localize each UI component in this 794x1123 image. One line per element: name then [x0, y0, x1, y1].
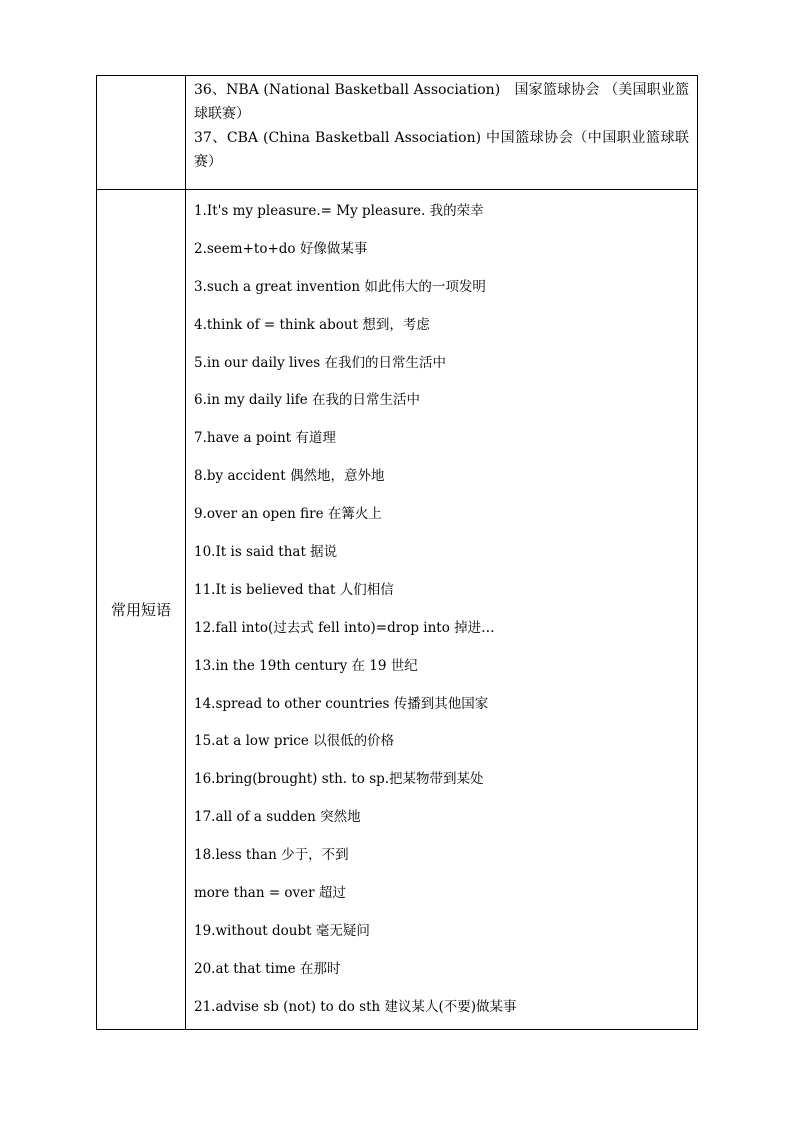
- phrase-item: more than = over 超过: [194, 885, 346, 902]
- proper-nouns-cell: [186, 76, 698, 190]
- vocabulary-table: [96, 75, 698, 1030]
- phrase-item: 17.all of a sudden 突然地: [194, 809, 361, 826]
- table-row-proper-nouns: [97, 76, 698, 190]
- phrase-item: 1.It's my pleasure.= My pleasure. 我的荣幸: [194, 203, 484, 219]
- phrase-item: 14.spread to other countries 传播到其他国家: [194, 695, 489, 712]
- list-item: 37、CBA (China Basketball Association) 中国篮球协会（中国职业篮球联赛）: [194, 130, 689, 170]
- phrase-item: 18.less than 少于，不到: [194, 847, 349, 864]
- section-label-top: [97, 76, 186, 190]
- phrase-item: 21.advise sb (not) to do sth 建议某人(不要)做某事: [194, 998, 517, 1015]
- phrases-cell: [186, 190, 698, 1030]
- phrase-item: 15.at a low price 以很低的价格: [194, 733, 395, 750]
- phrase-item: 11.It is believed that 人们相信: [194, 581, 394, 598]
- phrase-item: 13.in the 19th century 在 19 世纪: [194, 657, 418, 674]
- phrase-item: 5.in our daily lives 在我们的日常生活中: [194, 354, 446, 371]
- phrase-item: 8.by accident 偶然地，意外地: [194, 468, 385, 485]
- list-item: 36、NBA (National Basketball Association) 国家篮球协会 （美国职业篮球联赛）: [194, 82, 689, 122]
- section-label-phrases: 常用短语: [97, 190, 186, 1030]
- phrase-item: 9.over an open fire 在篝火上: [194, 506, 382, 523]
- phrase-item: 7.have a point 有道理: [194, 430, 336, 447]
- phrase-item: 12.fall into(过去式 fell into)=drop into 掉进…: [194, 619, 495, 636]
- phrase-item: 3.such a great invention 如此伟大的一项发明: [194, 278, 486, 295]
- phrase-item: 19.without doubt 毫无疑问: [194, 922, 370, 939]
- phrase-item: 6.in my daily life 在我的日常生活中: [194, 392, 421, 409]
- phrase-item: 16.bring(brought) sth. to sp.把某物带到某处: [194, 771, 484, 788]
- table-row-phrases: [97, 190, 698, 1030]
- phrase-item: 20.at that time 在那时: [194, 960, 341, 977]
- phrase-item: 2.seem+to+do 好像做某事: [194, 240, 368, 257]
- phrase-item: 4.think of = think about 想到，考虑: [194, 316, 430, 333]
- phrase-item: 10.It is said that 据说: [194, 544, 338, 561]
